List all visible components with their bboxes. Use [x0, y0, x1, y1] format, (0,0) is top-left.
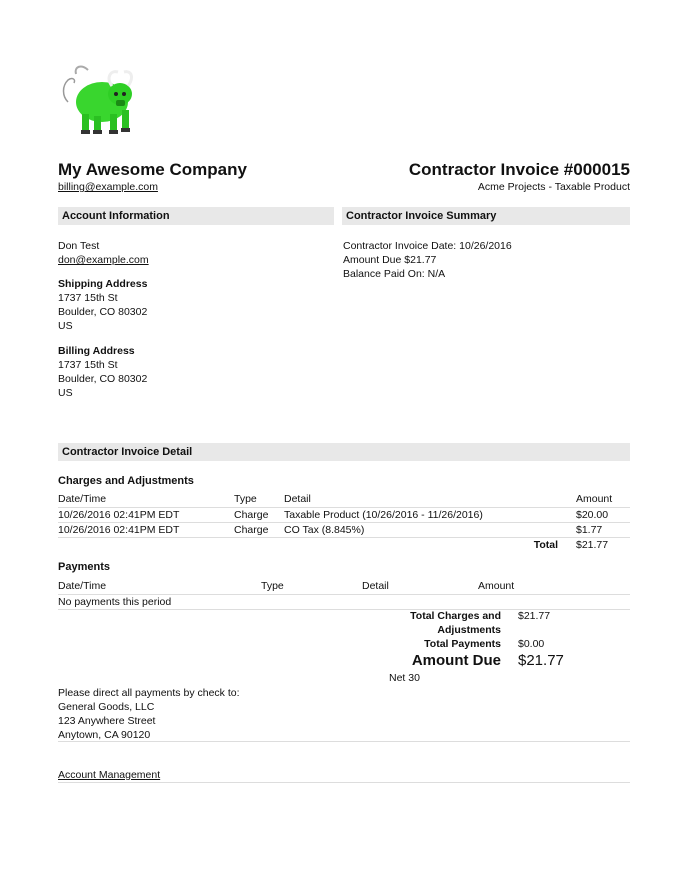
- charges-header-row: [58, 492, 630, 507]
- summary-block: [343, 239, 512, 281]
- payment-terms: Net 30: [389, 672, 420, 684]
- invoice-date: Contractor Invoice Date: 10/26/2016: [343, 240, 512, 252]
- account-name: Don Test: [58, 240, 100, 252]
- billing-line-1: 1737 15th St: [58, 359, 118, 371]
- shipping-address-label: Shipping Address: [58, 278, 148, 290]
- balance-paid-on: Balance Paid On: N/A: [343, 268, 446, 280]
- charges-col-type: Type: [234, 493, 257, 506]
- charge-detail: Taxable Product (10/26/2016 - 11/26/2016): [284, 508, 483, 521]
- charges-total-label: Total: [533, 539, 558, 552]
- charges-total-row: [58, 537, 630, 553]
- invoice-summary-heading: Contractor Invoice Summary: [342, 207, 630, 225]
- invoice-title: Contractor Invoice #000015: [408, 160, 630, 179]
- account-information-heading: Account Information: [58, 207, 334, 225]
- charges-col-datetime: Date/Time: [58, 493, 107, 506]
- divider: [58, 782, 630, 783]
- payments-heading: Payments: [58, 561, 110, 573]
- company-name: My Awesome Company: [58, 160, 247, 179]
- remit-intro: Please direct all payments by check to:: [58, 687, 240, 699]
- company-logo: [58, 60, 146, 140]
- table-row: [58, 522, 630, 537]
- charge-amount: $20.00: [576, 508, 609, 521]
- charges-col-amount: Amount: [576, 493, 613, 506]
- table-row: [58, 507, 630, 522]
- amount-due-label: Amount Due: [411, 652, 501, 669]
- charge-datetime: 10/26/2016 02:41PM EDT: [58, 508, 180, 521]
- billing-line-3: US: [58, 387, 73, 399]
- no-payments-message: No payments this period: [58, 595, 172, 608]
- total-charges-label: [380, 609, 501, 637]
- charge-datetime: 10/26/2016 02:41PM EDT: [58, 523, 180, 536]
- total-charges-label-line-2: Adjustments: [437, 624, 501, 636]
- remit-line-3: Anytown, CA 90120: [58, 729, 151, 741]
- green-bull-logo-icon: [58, 60, 146, 140]
- amount-due-summary: Amount Due $21.77: [343, 254, 437, 266]
- shipping-line-3: US: [58, 320, 73, 332]
- charges-heading: Charges and Adjustments: [58, 475, 194, 487]
- payments-table: [58, 579, 630, 610]
- divider: [58, 741, 630, 742]
- charges-col-detail: Detail: [284, 493, 311, 506]
- shipping-line-2: Boulder, CO 80302: [58, 306, 148, 318]
- billing-line-2: Boulder, CO 80302: [58, 373, 148, 385]
- remit-line-2: 123 Anywhere Street: [58, 715, 156, 727]
- charges-table: [58, 492, 630, 553]
- account-email-link[interactable]: don@example.com: [58, 254, 149, 266]
- company-email-link[interactable]: billing@example.com: [58, 181, 158, 193]
- account-block: [58, 239, 149, 400]
- amount-due-value: $21.77: [518, 652, 564, 669]
- account-management-link[interactable]: Account Management: [58, 769, 161, 781]
- charge-type: Charge: [234, 523, 269, 536]
- table-row: [58, 594, 630, 609]
- remit-block: [58, 686, 240, 742]
- total-charges-value: $21.77: [518, 610, 551, 622]
- total-payments-label: Total Payments: [424, 638, 501, 650]
- invoice-subtitle: Acme Projects - Taxable Product: [477, 181, 630, 193]
- charges-total-value: $21.77: [576, 539, 609, 552]
- charge-amount: $1.77: [576, 523, 603, 536]
- invoice-detail-heading: Contractor Invoice Detail: [58, 443, 630, 461]
- total-payments-value: $0.00: [518, 638, 545, 650]
- payments-col-amount: Amount: [478, 580, 515, 593]
- shipping-line-1: 1737 15th St: [58, 292, 118, 304]
- billing-address-label: Billing Address: [58, 345, 135, 357]
- remit-line-1: General Goods, LLC: [58, 701, 155, 713]
- payments-col-datetime: Date/Time: [58, 580, 107, 593]
- payments-col-type: Type: [261, 580, 284, 593]
- payments-header-row: [58, 579, 630, 594]
- charge-type: Charge: [234, 508, 269, 521]
- charge-detail: CO Tax (8.845%): [284, 523, 365, 536]
- total-charges-label-line-1: Total Charges and: [410, 610, 501, 622]
- payments-col-detail: Detail: [362, 580, 389, 593]
